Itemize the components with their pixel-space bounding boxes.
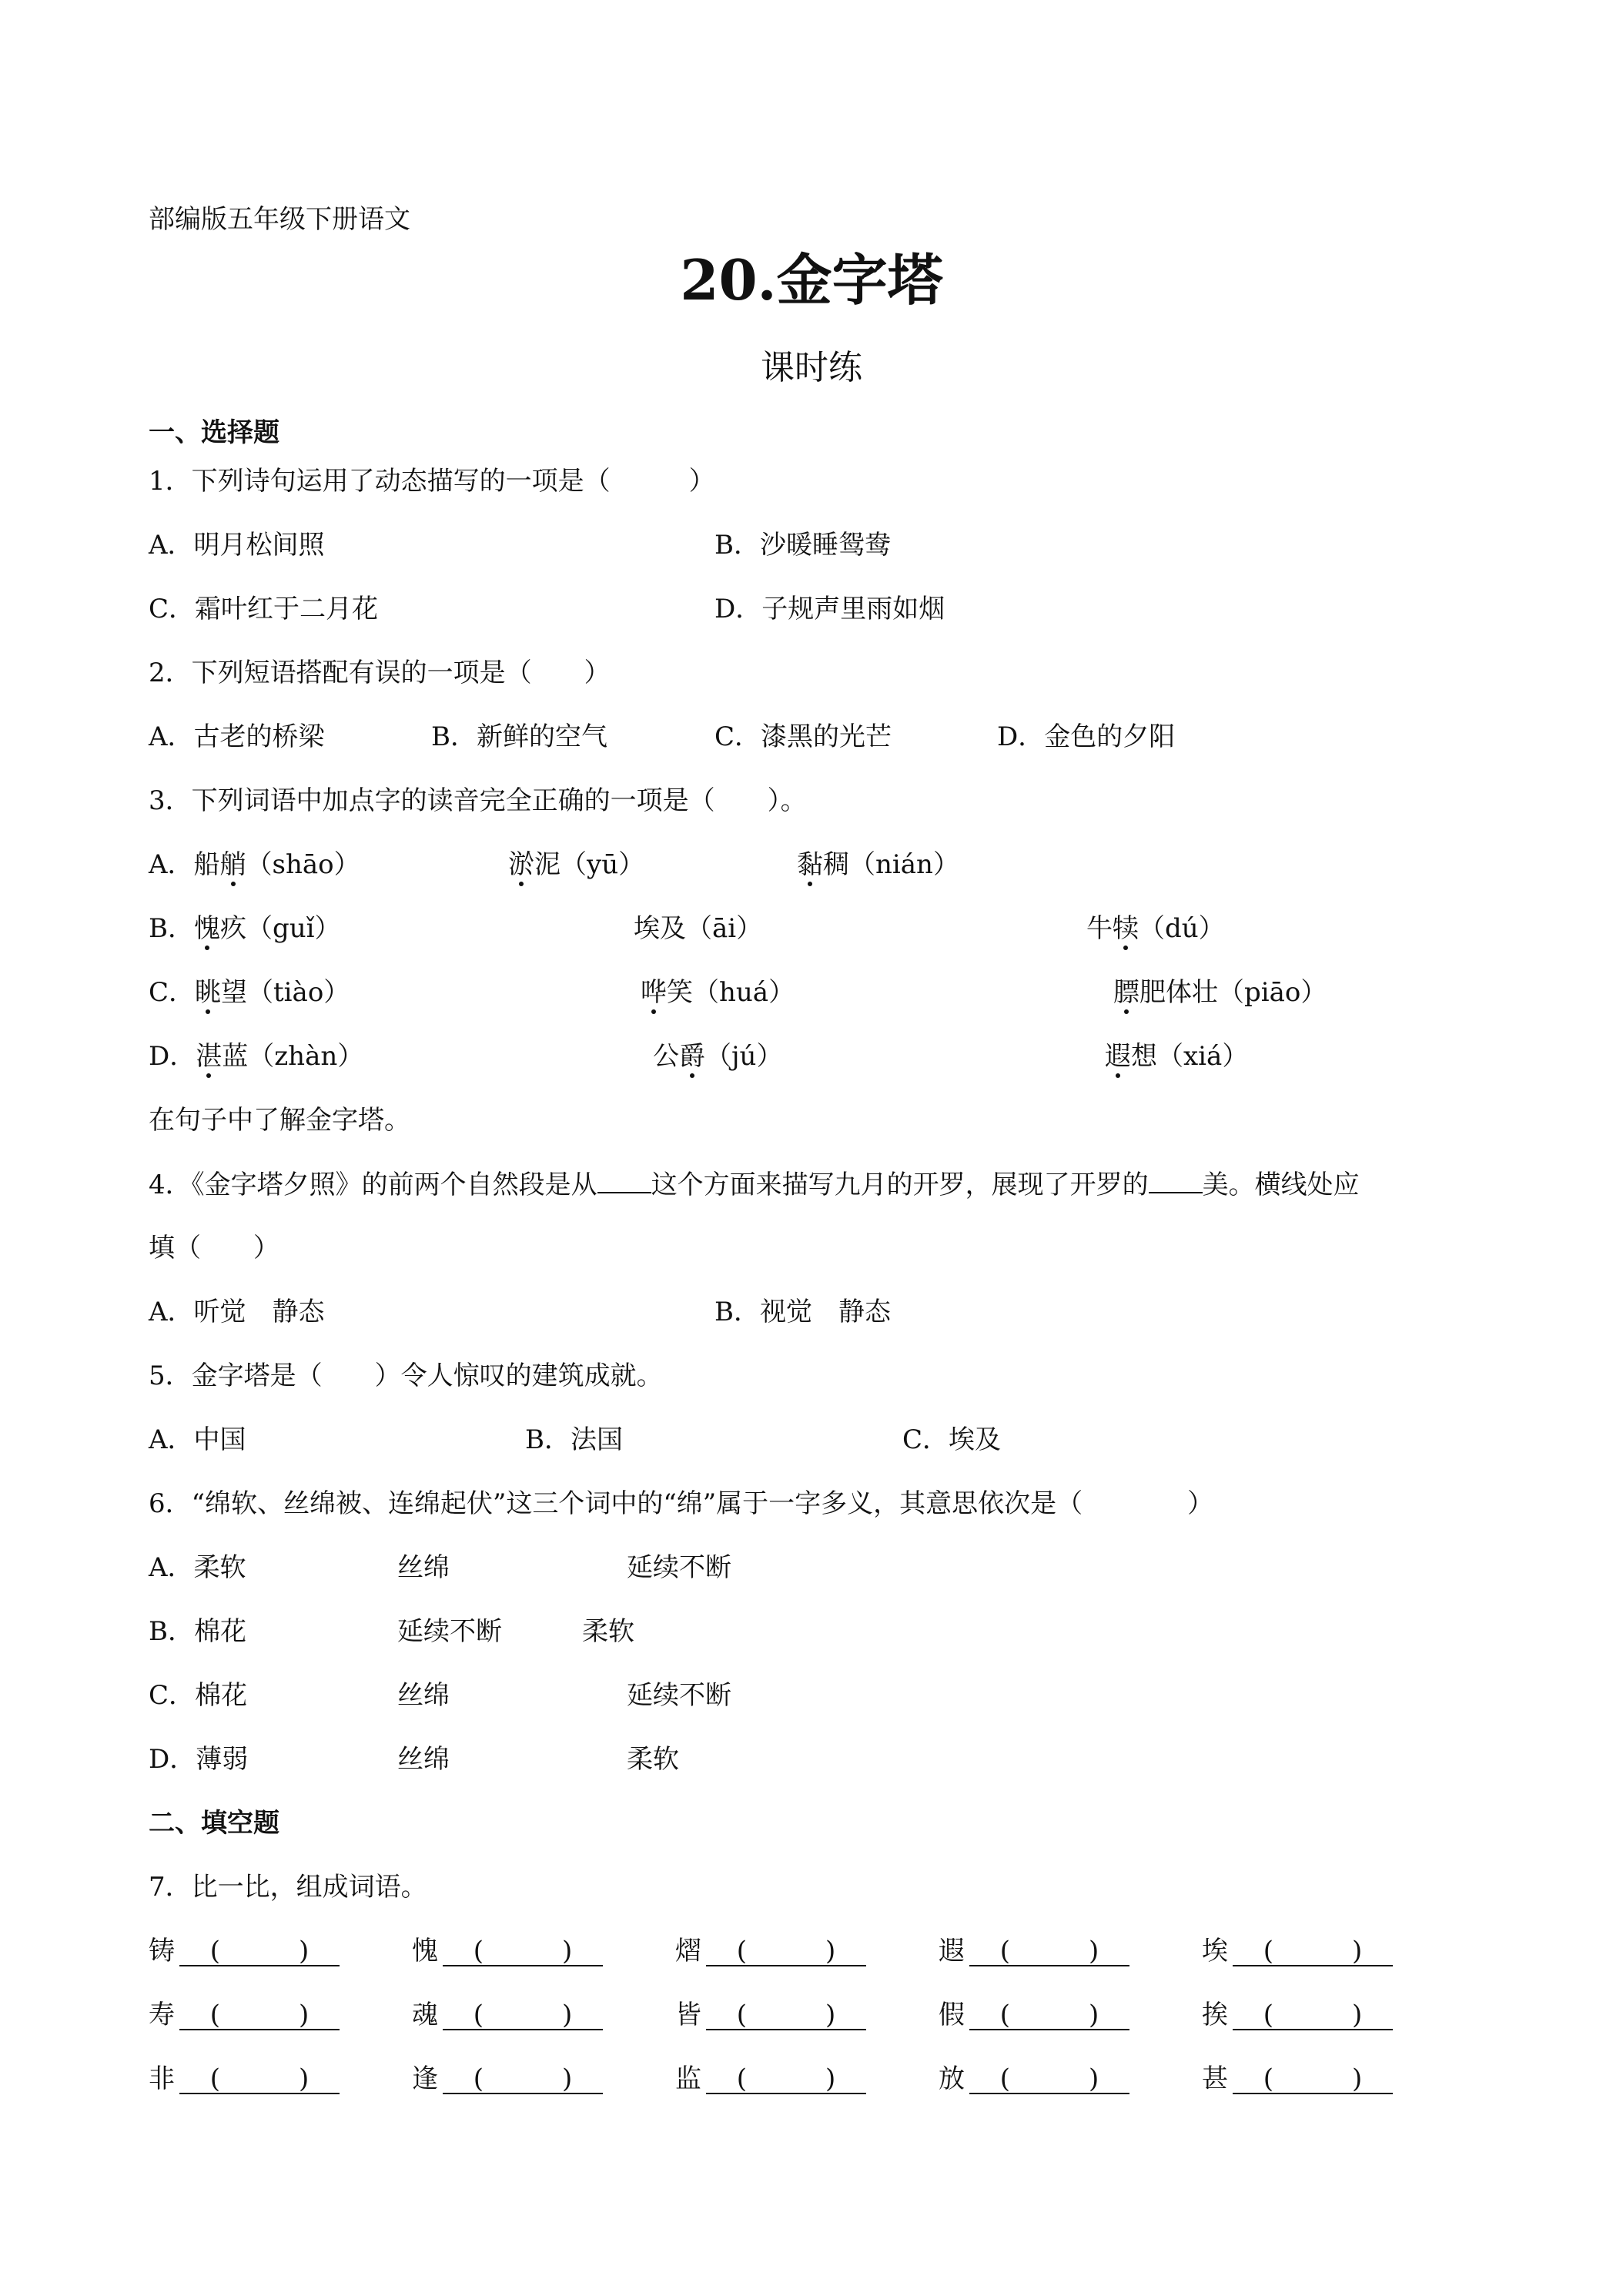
page-subtitle: 课时练 (761, 348, 862, 387)
q6-stem: 6．“绵软、丝绵被、连绵起伏”这三个词中的“绵”属于一字多义，其意思依次是（ ） (149, 1488, 1214, 1519)
grid-character: 埃 (1202, 1936, 1228, 1966)
answer-slot[interactable] (969, 2000, 1129, 2030)
q1-option-c: C．霜叶红于二月花 (149, 594, 379, 624)
q3-option-b2: 埃及（āi） (634, 913, 763, 944)
q6-option-b-meaning2: 延续不断 (397, 1616, 502, 1647)
q3-option-c2: 哗笑（huá） (641, 977, 795, 1008)
word-grid-cell (412, 2000, 603, 2030)
word-grid-cell (149, 1936, 340, 1966)
q6-option-b-label: B．棉花 (149, 1616, 246, 1647)
emphasis-dot-char: 淤 (508, 849, 534, 880)
q3-stem: 3．下列词语中加点字的读音完全正确的一项是（ ）。 (149, 785, 807, 816)
word-grid-cell (1202, 2000, 1393, 2030)
q4-stem-line1: 4．《金字塔夕照》的前两个自然段是从 这个方面来描写九月的开罗，展现了开罗的 美。横线处应 (149, 1170, 1360, 1200)
answer-slot[interactable] (1233, 2063, 1393, 2094)
q1-stem: 1．下列诗句运用了动态描写的一项是（ ） (149, 466, 715, 497)
answer-slot[interactable] (443, 2000, 603, 2030)
answer-parentheses: ( ) (736, 1936, 836, 1966)
answer-parentheses: ( ) (999, 1936, 1099, 1966)
q7-stem: 7．比一比，组成词语。 (149, 1872, 427, 1903)
grid-character: 遐 (939, 1936, 965, 1966)
answer-slot[interactable] (706, 2063, 866, 2094)
answer-slot[interactable] (706, 1936, 866, 1966)
q6-option-c-label: C．棉花 (149, 1680, 248, 1711)
q6-option-c-meaning2: 丝绵 (397, 1680, 450, 1711)
answer-parentheses: ( ) (473, 2063, 573, 2094)
answer-parentheses: ( ) (209, 2000, 310, 2030)
grid-character: 熠 (675, 1936, 701, 1966)
answer-slot[interactable] (969, 1936, 1129, 1966)
emphasis-dot-char: 犊 (1113, 913, 1139, 944)
q2-option-d: D．金色的夕阳 (997, 721, 1176, 752)
q6-option-a-meaning3: 延续不断 (627, 1552, 731, 1583)
word-grid-cell (1202, 1936, 1393, 1966)
q6-option-b-meaning3: 柔软 (582, 1616, 634, 1647)
word-grid-cell (939, 1936, 1129, 1966)
grid-character: 甚 (1202, 2063, 1228, 2094)
answer-parentheses: ( ) (1263, 2000, 1363, 2030)
q5-option-a: A．中国 (149, 1424, 246, 1455)
q3-option-a3: 黏稠（nián） (797, 849, 959, 880)
word-grid-cell (412, 1936, 603, 1966)
subject-label: 部编版五年级下册语文 (149, 204, 410, 235)
q6-option-c-meaning3: 延续不断 (627, 1680, 731, 1711)
emphasis-dot-char: 爵 (679, 1041, 705, 1072)
q3-option-a1: A．船艄（shāo） (149, 849, 360, 880)
reading-intro: 在句子中了解金字塔。 (149, 1105, 410, 1136)
word-grid-cell (1202, 2063, 1393, 2094)
emphasis-dot-char: 黏 (797, 849, 823, 880)
answer-parentheses: ( ) (999, 2000, 1099, 2030)
answer-parentheses: ( ) (999, 2063, 1099, 2094)
emphasis-dot-char: 湛 (196, 1041, 223, 1072)
answer-slot[interactable] (179, 2000, 340, 2030)
answer-parentheses: ( ) (209, 1936, 310, 1966)
answer-slot[interactable] (1233, 1936, 1393, 1966)
q5-option-c: C．埃及 (902, 1424, 1002, 1455)
q2-option-a: A．古老的桥梁 (149, 721, 325, 752)
q3-option-b3: 牛犊（dú） (1086, 913, 1225, 944)
emphasis-dot-char: 膘 (1113, 977, 1139, 1008)
grid-character: 假 (939, 2000, 965, 2030)
q6-option-d-label: D．薄弱 (149, 1744, 249, 1775)
answer-parentheses: ( ) (736, 2000, 836, 2030)
q3-option-d3: 遐想（xiá） (1105, 1041, 1249, 1072)
q4-stem-line2: 填（ ） (149, 1233, 279, 1263)
answer-parentheses: ( ) (736, 2063, 836, 2094)
answer-slot[interactable] (1233, 2000, 1393, 2030)
grid-character: 铸 (149, 1936, 175, 1966)
q3-option-d2: 公爵（jú） (653, 1041, 783, 1072)
word-grid-cell (675, 2000, 866, 2030)
grid-character: 逢 (412, 2063, 438, 2094)
q2-option-b: B．新鲜的空气 (431, 721, 607, 752)
answer-slot[interactable] (443, 1936, 603, 1966)
word-grid-cell (939, 2000, 1129, 2030)
q6-option-d-meaning2: 丝绵 (397, 1744, 450, 1775)
word-grid-cell (939, 2063, 1129, 2094)
grid-character: 监 (675, 2063, 701, 2094)
grid-character: 愧 (412, 1936, 438, 1966)
answer-slot[interactable] (706, 2000, 866, 2030)
answer-parentheses: ( ) (1263, 1936, 1363, 1966)
q6-option-d-meaning3: 柔软 (627, 1744, 679, 1775)
q3-option-b1: B．愧疚（guǐ） (149, 913, 341, 944)
q4-option-a: A．听觉 静态 (149, 1297, 325, 1327)
q1-option-d: D．子规声里雨如烟 (714, 594, 945, 624)
q5-stem: 5．金字塔是（ ）令人惊叹的建筑成就。 (149, 1361, 663, 1391)
q4-option-b: B．视觉 静态 (714, 1297, 891, 1327)
word-grid-cell (149, 2063, 340, 2094)
grid-character: 非 (149, 2063, 175, 2094)
grid-character: 皆 (675, 2000, 701, 2030)
grid-character: 寿 (149, 2000, 175, 2030)
grid-character: 魂 (412, 2000, 438, 2030)
word-grid-cell (149, 2000, 340, 2030)
answer-slot[interactable] (443, 2063, 603, 2094)
word-grid-cell (675, 1936, 866, 1966)
q1-option-b: B．沙暖睡鸳鸯 (714, 530, 891, 561)
grid-character: 挨 (1202, 2000, 1228, 2030)
section-heading-fill: 二、填空题 (149, 1808, 279, 1839)
section-heading-choice: 一、选择题 (149, 417, 279, 448)
answer-parentheses: ( ) (1263, 2063, 1363, 2094)
answer-parentheses: ( ) (473, 1936, 573, 1966)
answer-blank (597, 1169, 651, 1193)
emphasis-dot-char: 艄 (219, 849, 246, 880)
emphasis-dot-char: 哗 (641, 977, 667, 1008)
q1-option-a: A．明月松间照 (149, 530, 325, 561)
emphasis-dot-char: 遐 (1105, 1041, 1131, 1072)
page-title: 20.金字塔 (680, 247, 943, 313)
answer-slot[interactable] (969, 2063, 1129, 2094)
answer-parentheses: ( ) (473, 2000, 573, 2030)
q3-option-c1: C．眺望（tiào） (149, 977, 350, 1008)
answer-slot[interactable] (179, 1936, 340, 1966)
emphasis-dot-char: 愧 (194, 913, 220, 944)
word-grid-cell (412, 2063, 603, 2094)
answer-parentheses: ( ) (209, 2063, 310, 2094)
q5-option-b: B．法国 (525, 1424, 623, 1455)
q3-option-d1: D．湛蓝（zhàn） (149, 1041, 364, 1072)
q6-option-a-meaning2: 丝绵 (397, 1552, 450, 1583)
q6-option-a-label: A．柔软 (149, 1552, 246, 1583)
answer-blank (1149, 1169, 1203, 1193)
q2-option-c: C．漆黑的光芒 (714, 721, 892, 752)
grid-character: 放 (939, 2063, 965, 2094)
q3-option-c3: 膘肥体壮（piāo） (1113, 977, 1327, 1008)
emphasis-dot-char: 眺 (195, 977, 222, 1008)
q2-stem: 2．下列短语搭配有误的一项是（ ） (149, 658, 611, 688)
answer-slot[interactable] (179, 2063, 340, 2094)
word-grid-cell (675, 2063, 866, 2094)
q3-option-a2: 淤泥（yū） (508, 849, 645, 880)
